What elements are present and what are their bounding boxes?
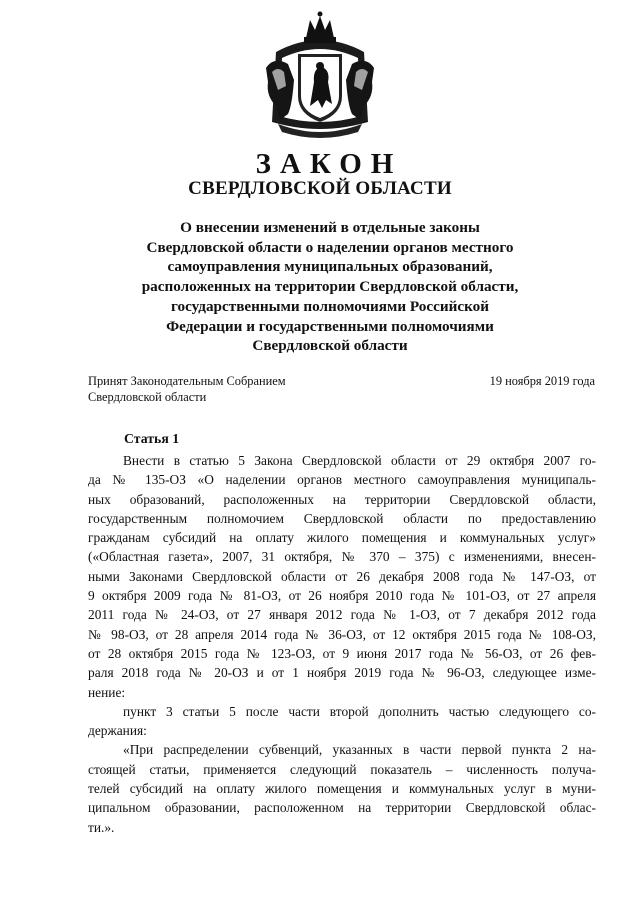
text-line: ными Законами Свердловской области от 26 декабря 2008 года № 147-ОЗ, от bbox=[88, 568, 596, 584]
adoption-body bbox=[88, 373, 286, 405]
article-title: Статья 1 bbox=[124, 431, 180, 446]
law-region: СВЕРДЛОВСКОЙ ОБЛАСТИ bbox=[188, 178, 452, 199]
text-line: Внести в статью 5 Закона Свердловской области от 29 октября 2007 го- bbox=[123, 453, 596, 468]
text-line: пункт 3 статьи 5 после части второй дополнить частью следующего со- bbox=[123, 703, 596, 719]
article-body bbox=[88, 451, 596, 837]
text-line: ти.». bbox=[88, 819, 115, 835]
text-line: гражданам субсидий на оплату жилого помещения и коммунальных услуг» bbox=[88, 530, 596, 546]
heading-line: Свердловской области bbox=[252, 337, 408, 355]
text-line: («Областная газета», 2007, 31 октября, № 370 – 375) с изменениями, внесен- bbox=[88, 549, 596, 565]
heading-line: Федерации и государственными полномочиями bbox=[166, 317, 494, 335]
heading-line: расположенных на территории Свердловской области, bbox=[141, 278, 519, 296]
text-line: да № 135-ОЗ «О наделении органов местного самоуправления муниципаль- bbox=[88, 472, 596, 488]
heading-line: самоуправления муниципальных образований, bbox=[167, 258, 493, 276]
adoption-date: 19 ноября 2019 года bbox=[489, 374, 595, 388]
text-line: от 28 октября 2015 года № 123-ОЗ, от 9 июня 2017 года № 56-ОЗ, от 26 фев- bbox=[88, 645, 596, 661]
law-heading bbox=[100, 218, 560, 356]
coat-of-arms-emblem bbox=[258, 10, 382, 140]
text-line: раля 2018 года № 20-ОЗ и от 1 ноября 2019 года № 96-ОЗ, следующее изме- bbox=[88, 665, 596, 681]
text-line: № 98-ОЗ, от 28 апреля 2014 года № 36-ОЗ, от 12 октября 2015 года № 108-ОЗ, bbox=[88, 626, 596, 642]
text-line: государственным полномочием Свердловской области по предоставлению bbox=[88, 510, 596, 526]
adoption-line: Свердловской области bbox=[88, 390, 207, 404]
text-line: ных образований, расположенных на территории Свердловской области, bbox=[88, 491, 596, 507]
text-line: телей субсидий на оплату жилого помещения и коммунальных услуг в муни- bbox=[88, 781, 596, 797]
heading-line: Свердловской области о наделении органов местного bbox=[146, 238, 514, 256]
text-line: «При распределении субвенций, указанных в части первой пункта 2 на- bbox=[123, 742, 596, 758]
text-line: 2011 года № 24-ОЗ, от 27 января 2012 года № 1-ОЗ, от 7 декабря 2012 года bbox=[88, 607, 596, 623]
heading-line: государственными полномочиями Российской bbox=[170, 297, 489, 315]
text-line: ципальном образовании, расположенном на территории Свердловской облас- bbox=[88, 800, 596, 816]
adoption-line: Принят Законодательным Собранием bbox=[88, 374, 286, 388]
text-line: нение: bbox=[88, 684, 126, 700]
text-line: 9 октября 2009 года № 81-ОЗ, от 26 ноября 2010 года № 101-ОЗ, от 27 апреля bbox=[88, 588, 596, 604]
heading-line: О внесении изменений в отдельные законы bbox=[180, 219, 480, 236]
law-title: ЗАКОН bbox=[255, 148, 403, 180]
text-line: стоящей статьи, применяется следующий показатель – численность получа- bbox=[88, 761, 596, 777]
text-line: держания: bbox=[88, 723, 147, 739]
